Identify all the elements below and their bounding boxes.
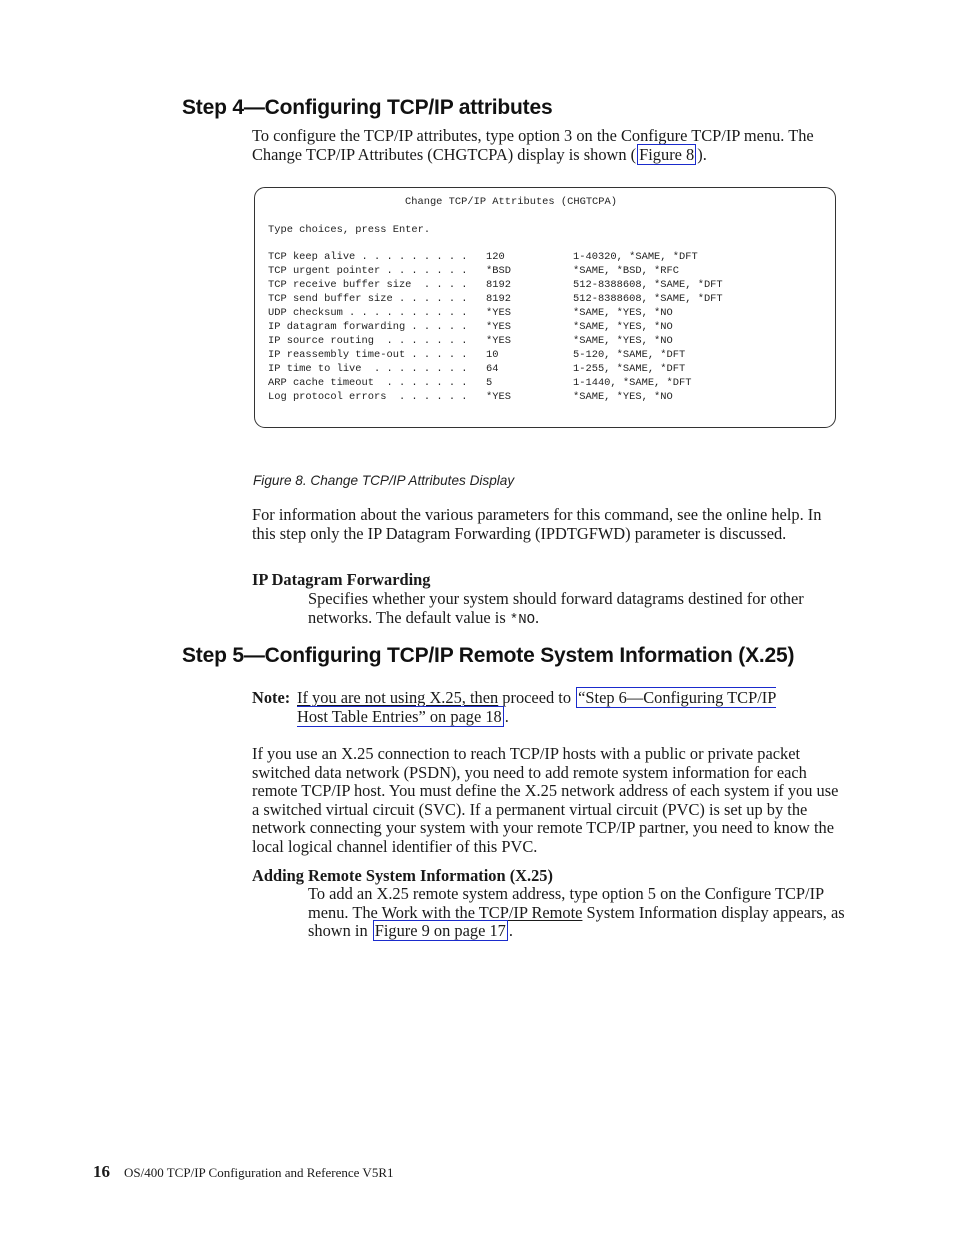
row-value: *YES <box>486 391 511 403</box>
ipdg-term: IP Datagram Forwarding <box>252 570 431 589</box>
row-value: 64 <box>486 363 499 375</box>
note-body <box>297 689 809 726</box>
step4-intro-end: ). <box>697 144 707 164</box>
step4-intro <box>252 127 844 164</box>
row-choices: *SAME, *YES, *NO <box>573 391 673 403</box>
row-label: IP time to live . . . . . . . . <box>268 363 468 375</box>
screen-row <box>268 293 723 307</box>
step4-intro-text: To configure the TCP/IP attributes, type option 3 on the Configure TCP/IP menu. The Change TCP/IP Attributes (CHGTCPA) display is shown ( <box>252 126 814 164</box>
adding-desc-underlined: with the TCP/IP Remote <box>421 902 583 922</box>
row-label: IP datagram forwarding . . . . . <box>268 321 468 333</box>
row-value: *BSD <box>486 265 511 277</box>
ipdg-desc-end: . <box>535 607 540 627</box>
row-value: *YES <box>486 335 511 347</box>
row-choices: 1-1440, *SAME, *DFT <box>573 377 692 389</box>
ipdg-description <box>308 590 848 629</box>
adding-desc-text-2: System Information display appears, as shown in <box>308 902 845 941</box>
screen-row <box>268 377 692 391</box>
note-end: . <box>504 706 509 726</box>
row-label: IP reassembly time-out . . . . . <box>268 349 468 361</box>
step5-heading: Step 5—Configuring TCP/IP Remote System Information (X.25) <box>182 644 795 667</box>
figure8-link[interactable]: Figure 8 <box>639 144 695 164</box>
screen-row <box>268 349 686 363</box>
row-choices: *SAME, *YES, *NO <box>573 321 673 333</box>
row-label: TCP urgent pointer . . . . . . . <box>268 265 468 277</box>
figure-caption: Figure 8. Change TCP/IP Attributes Display <box>253 473 515 488</box>
step6-link[interactable]: “Step 6—Configuring TCP/IP Host Table Entries” on page 18 <box>297 688 777 726</box>
row-choices: 512-8388608, *SAME, *DFT <box>573 293 723 305</box>
row-value: 5 <box>486 377 493 389</box>
row-choices: *SAME, *YES, *NO <box>573 335 673 347</box>
screen-row <box>268 265 680 279</box>
adding-desc-end: . <box>508 921 513 941</box>
screen-title: Change TCP/IP Attributes (CHGTCPA) <box>405 196 618 208</box>
screen-row <box>268 321 673 335</box>
note-label: Note: <box>252 688 291 707</box>
ipdg-desc-text: Specifies whether your system should forward datagrams destined for other networks. The default value is <box>308 589 804 627</box>
row-label: UDP checksum . . . . . . . . . . <box>268 307 468 319</box>
row-label: ARP cache timeout . . . . . . . <box>268 377 468 389</box>
adding-term: Adding Remote System Information (X.25) <box>252 866 553 885</box>
chgtcpa-screen <box>254 187 836 428</box>
x25-paragraph: If you use an X.25 connection to reach TCP/IP hosts with a public or private packet switched data network (PSDN), you need to add remote system information for each remote TCP/IP host. You must define the X.25 network address of each system if you use a switched virtual circuit (SVC). If a permanent virtual circuit (PVC) is set up by the network connecting your system with your remote TCP/IP partner, you need to know the local logical channel identifier of this PVC. <box>252 744 839 856</box>
row-value: *YES <box>486 307 511 319</box>
book-title: OS/400 TCP/IP Configuration and Reference V5R1 <box>124 1165 394 1180</box>
ipdg-default-value: *NO <box>509 611 536 628</box>
figure9-link[interactable]: Figure 9 on page 17 <box>374 921 506 941</box>
screen-prompt: Type choices, press Enter. <box>268 224 431 236</box>
screen-row <box>268 307 673 321</box>
row-choices: *SAME, *BSD, *RFC <box>573 265 680 277</box>
page-footer <box>93 1162 393 1182</box>
note-text-2: proceed to <box>498 688 576 707</box>
row-choices: 5-120, *SAME, *DFT <box>573 349 686 361</box>
row-label: TCP receive buffer size . . . . <box>268 279 468 291</box>
row-choices: 1-255, *SAME, *DFT <box>573 363 686 375</box>
row-label: IP source routing . . . . . . . <box>268 335 468 347</box>
screen-row <box>268 251 698 265</box>
row-label: Log protocol errors . . . . . . <box>268 391 468 403</box>
adding-description <box>308 885 848 941</box>
note-text: If you are not using X.25, then <box>297 688 499 707</box>
row-value: 10 <box>486 349 499 361</box>
row-choices: 512-8388608, *SAME, *DFT <box>573 279 723 291</box>
page-number: 16 <box>93 1162 110 1181</box>
row-value: *YES <box>486 321 511 333</box>
screen-row <box>268 279 723 293</box>
screen-row <box>268 335 673 349</box>
screen-row <box>268 363 686 377</box>
adding-desc-text: To add an X.25 remote system address, type option 5 on the Configure TCP/IP menu. The Work <box>308 884 824 922</box>
row-label: TCP send buffer size . . . . . . <box>268 293 468 305</box>
screen-row <box>268 391 673 405</box>
row-label: TCP keep alive . . . . . . . . . <box>268 251 468 263</box>
row-choices: 1-40320, *SAME, *DFT <box>573 251 698 263</box>
row-value: 8192 <box>486 279 511 291</box>
row-value: 120 <box>486 251 505 263</box>
step4-heading: Step 4—Configuring TCP/IP attributes <box>182 96 553 119</box>
row-choices: *SAME, *YES, *NO <box>573 307 673 319</box>
row-value: 8192 <box>486 293 511 305</box>
parameters-paragraph: For information about the various parameters for this command, see the online help. In this step only the IP Datagram Forwarding (IPDTGFWD) parameter is discussed. <box>252 505 822 543</box>
